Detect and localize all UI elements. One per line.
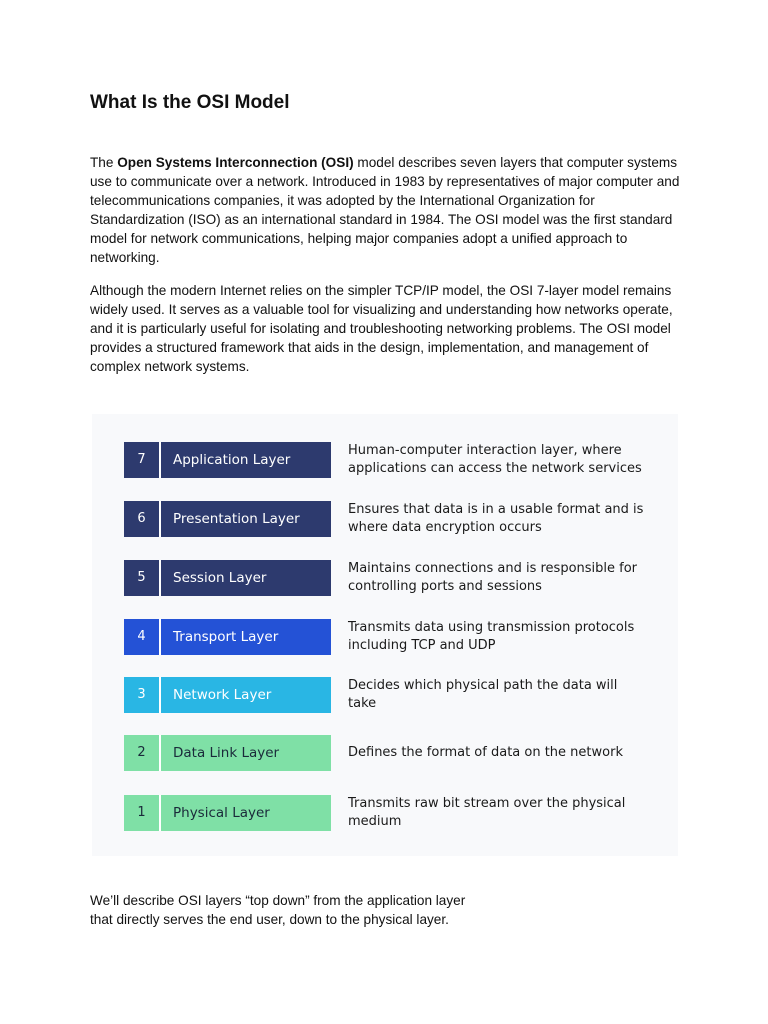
- layer-row-1: [124, 795, 644, 831]
- layer-name: Session Layer: [173, 570, 267, 586]
- layer-description-text: Decides which physical path the data will take: [348, 678, 618, 711]
- layer-name: Application Layer: [173, 452, 291, 468]
- intro-bold-term: Open Systems Interconnection (OSI): [117, 155, 354, 170]
- layer-number: 4: [124, 619, 161, 655]
- layer-description: [348, 501, 648, 537]
- layer-row-5: [124, 560, 644, 596]
- layer-row-2: [124, 735, 644, 771]
- second-paragraph: Although the modern Internet relies on the simpler TCP/IP model, the OSI 7-layer model remains widely used. It serves as a valuable tool for visualizing and understanding how networks operate, and it is particularly useful for isolating and troubleshooting networking problems. The OSI model provides a structured framework that aids in the design, implementation, and management of complex network systems.: [90, 283, 673, 374]
- layer-description: [348, 442, 648, 478]
- layer-description-text: Human-computer interaction layer, where applications can access the network services: [348, 443, 642, 476]
- layer-description-text: Defines the format of data on the network: [348, 745, 623, 760]
- layer-bar: [124, 560, 331, 596]
- intro-rest: model describes seven layers that computer systems use to communicate over a network. Introduced in 1983 by representatives of major computer and telecommunications companies, it was adopted by the International Organization for Standardization (ISO) as an international standard in 1984. The OSI model was the first standard model for network communications, helping major companies adopt a unified approach to networking.: [90, 155, 680, 265]
- osi-layers-diagram: [92, 414, 678, 856]
- layer-number: 6: [124, 501, 161, 537]
- layer-name: Transport Layer: [173, 629, 279, 645]
- layer-bar: [124, 442, 331, 478]
- layer-description: [348, 677, 648, 713]
- layer-description-text: Maintains connections and is responsible for controlling ports and sessions: [348, 561, 638, 594]
- layer-row-4: [124, 619, 644, 655]
- page-title: What Is the OSI Model: [90, 92, 290, 113]
- layer-bar: [124, 677, 331, 713]
- layer-name: Presentation Layer: [173, 511, 300, 527]
- layer-bar: [124, 619, 331, 655]
- layer-row-6: [124, 501, 644, 537]
- layer-description: [348, 619, 648, 655]
- layer-number: 1: [124, 795, 161, 831]
- layer-bar: [124, 795, 331, 831]
- layer-description: [348, 795, 648, 831]
- layer-name: Physical Layer: [173, 805, 270, 821]
- intro-prefix: The: [90, 155, 118, 170]
- intro-paragraph: [90, 153, 690, 267]
- layer-bar: [124, 501, 331, 537]
- layer-row-3: [124, 677, 644, 713]
- closing-paragraph: We’ll describe OSI layers “top down” from the application layer that directly serves the end user, down to the physical layer.: [90, 893, 466, 927]
- layer-name: Network Layer: [173, 687, 272, 703]
- layer-description-text: Transmits data using transmission protocols including TCP and UDP: [348, 620, 635, 653]
- layer-description-text: Transmits raw bit stream over the physical medium: [348, 796, 626, 829]
- layer-number: 7: [124, 442, 161, 478]
- layer-bar: [124, 735, 331, 771]
- layer-number: 5: [124, 560, 161, 596]
- layer-description: [348, 560, 648, 596]
- layer-name: Data Link Layer: [173, 745, 280, 761]
- layer-number: 2: [124, 735, 161, 771]
- layer-number: 3: [124, 677, 161, 713]
- layer-description-text: Ensures that data is in a usable format and is where data encryption occurs: [348, 502, 644, 535]
- layer-description: [348, 735, 648, 771]
- layer-row-7: [124, 442, 644, 478]
